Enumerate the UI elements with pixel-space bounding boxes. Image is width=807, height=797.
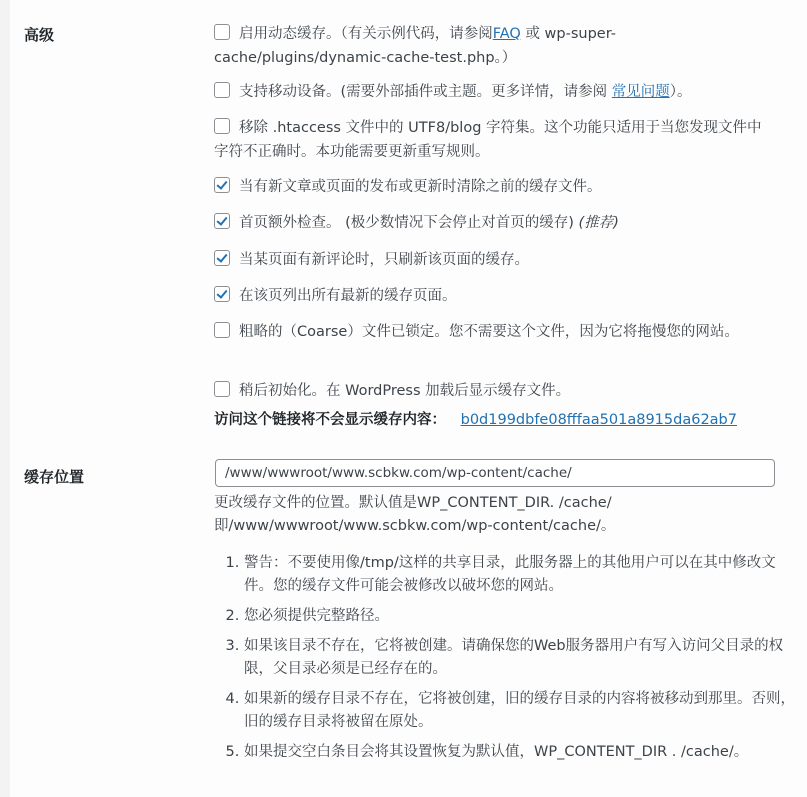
recommended-tag: (推荐) (578, 215, 619, 231)
option-text: 移除 .htaccess 文件中的 UTF8/blog 字符集。这个功能只适用于当您发现文件中字符不正确时。本功能需要更新重写规则。 (214, 120, 762, 160)
refresh-on-comment-checkbox[interactable] (214, 250, 230, 266)
faq-link[interactable]: FAQ (492, 26, 521, 42)
option-clear-on-publish (214, 175, 774, 199)
option-remove-utf8-charset (214, 116, 774, 164)
mobile-support-checkbox[interactable] (214, 82, 230, 98)
option-text: 当有新文章或页面的发布或更新时清除之前的缓存文件。 (239, 179, 602, 195)
cache-location-input[interactable] (215, 459, 775, 487)
option-coarse-file-locking (214, 320, 774, 344)
option-late-init (214, 379, 774, 403)
option-mobile-support (214, 80, 774, 104)
remove-utf8-charset-checkbox[interactable] (214, 118, 230, 134)
coarse-file-locking-checkbox[interactable] (214, 322, 230, 338)
dynamic-caching-checkbox[interactable] (214, 24, 230, 40)
common-questions-link[interactable]: 常见问题 (611, 84, 670, 100)
clear-on-publish-checkbox[interactable] (214, 177, 230, 193)
admin-sidebar-edge (0, 0, 10, 797)
late-init-checkbox[interactable] (214, 381, 230, 397)
bypass-cache-label: 访问这个链接将不会显示缓存内容： (214, 412, 446, 428)
option-text: 当某页面有新评论时，只刷新该页面的缓存。 (239, 252, 529, 268)
bypass-cache-row (214, 408, 774, 432)
option-text: 或 wp-super-cache/plugins/dynamic-cache-test.php。） (214, 26, 616, 66)
option-front-page-check (214, 211, 774, 235)
option-refresh-on-comment (214, 248, 774, 272)
option-dynamic-caching (214, 22, 774, 70)
bypass-cache-link[interactable]: b0d199dbfe08fffaa501a8915da62ab7 (460, 412, 737, 428)
option-text: 启用动态缓存。（有关示例代码，请参阅 (239, 26, 493, 42)
warning-item: 3. 如果该目录不存在，它将被创建。请确保您的Web服务器用户有写入访问父目录的权限，父目录必须是已经存在的。 (244, 635, 804, 681)
advanced-section-label: 高级 (24, 26, 55, 44)
option-text: 支持移动设备。(需要外部插件或主题。更多详情，请参阅 (239, 84, 612, 100)
cache-location-warnings (214, 552, 804, 771)
cache-location-description: 更改缓存文件的位置。默认值是WP_CONTENT_DIR. /cache/ 即/www/wwwroot/www.scbkw.com/wp-content/cache/。 (214, 495, 616, 534)
front-page-check-checkbox[interactable] (214, 213, 230, 229)
warning-item: 5. 如果提交空白条目会将其设置恢复为默认值，WP_CONTENT_DIR . /cache/。 (244, 741, 804, 764)
option-text: 首页额外检查。 (极少数情况下会停止对首页的缓存) (239, 215, 579, 231)
option-text: 稍后初始化。在 WordPress 加载后显示缓存文件。 (239, 383, 571, 399)
list-newest-cached-checkbox[interactable] (214, 286, 230, 302)
cache-location-label: 缓存位置 (24, 468, 85, 486)
option-text: 粗略的（Coarse）文件已锁定。您不需要这个文件，因为它将拖慢您的网站。 (239, 324, 739, 340)
option-text: ）。 (669, 84, 692, 100)
option-list-newest-cached (214, 284, 774, 308)
warning-item: 1. 警告：不要使用像/tmp/这样的共享目录，此服务器上的其他用户可以在其中修改文件。您的缓存文件可能会被修改以破坏您的网站。 (244, 552, 804, 598)
warning-item: 4. 如果新的缓存目录不存在，它将被创建，旧的缓存目录的内容将被移动到那里。否则，旧的缓存目录将被留在原处。 (244, 688, 804, 734)
warning-item: 2. 您必须提供完整路径。 (244, 605, 804, 628)
option-text: 在该页列出所有最新的缓存页面。 (239, 288, 457, 304)
